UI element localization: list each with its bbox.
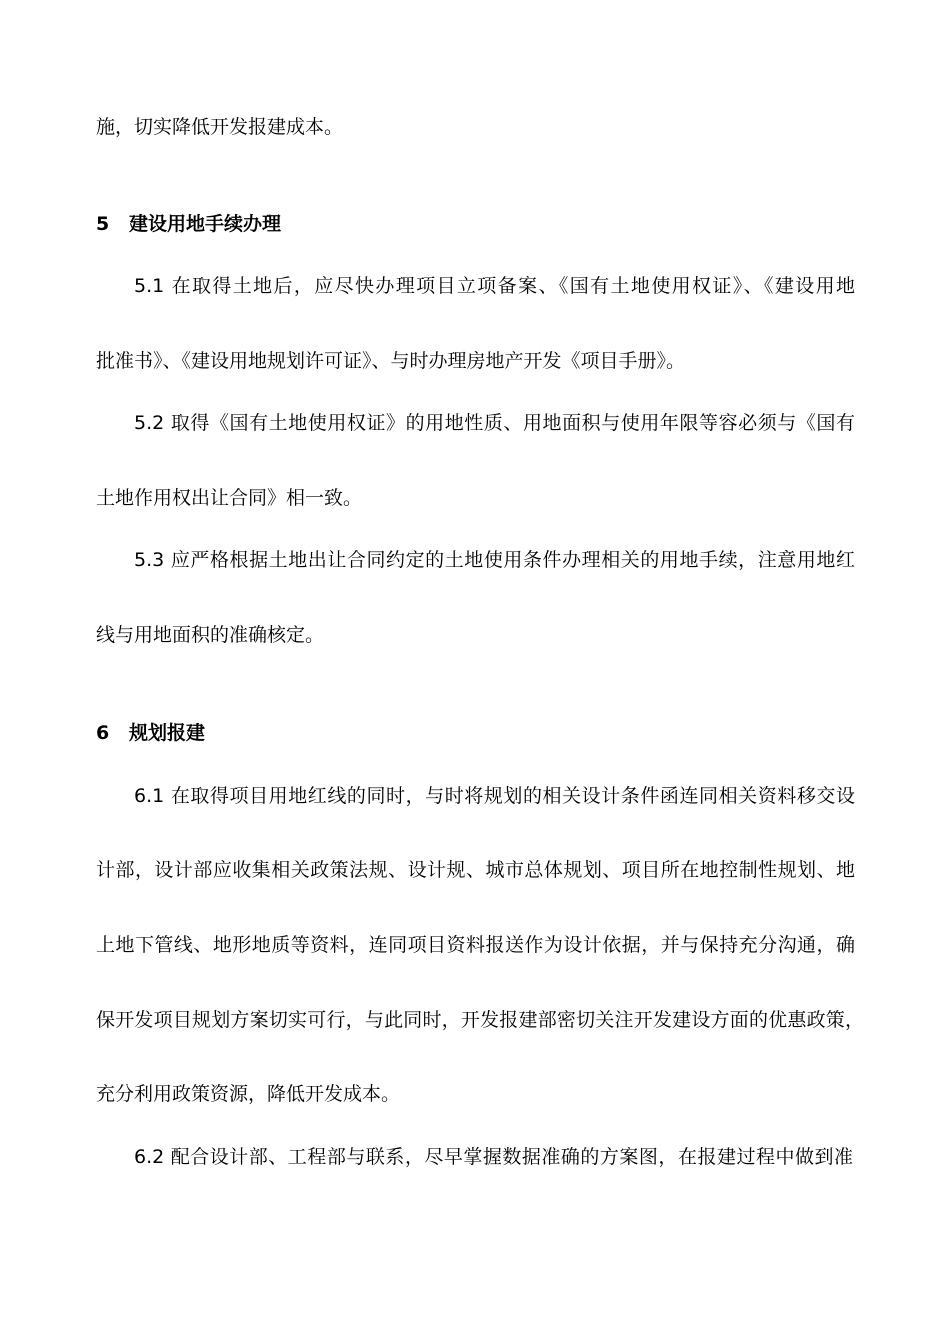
- paragraph-6-1-line-5: 充分利用政策资源，降低开发成本。: [96, 1083, 401, 1105]
- paragraph-continuation: 施，切实降低开发报建成本。: [96, 116, 344, 138]
- section-title: 建设用地手续办理: [129, 213, 282, 235]
- paragraph-6-1-line-4: 保开发项目规划方案切实可行，与此同时，开发报建部密切关注开发建设方面的优惠政策，: [96, 1009, 864, 1031]
- paragraph-5-1-line-1: 5.1 在取得土地后，应尽快办理项目立项备案、《国有土地使用权证》、《建设用地: [134, 275, 855, 297]
- paragraph-5-2-line-2: 土地作用权出让合同》相一致。: [96, 487, 363, 509]
- paragraph-6-1-line-3: 上地下管线、地形地质等资料，连同项目资料报送作为设计依据，并与保持充分沟通，确: [96, 934, 855, 956]
- paragraph-5-3-line-1: 5.3 应严格根据土地出让合同约定的土地使用条件办理相关的用地手续，注意用地红: [134, 549, 855, 571]
- paragraph-6-2-line-1: 6.2 配合设计部、工程部与联系，尽早掌握数据准确的方案图，在报建过程中做到准: [134, 1146, 853, 1168]
- paragraph-6-1-line-2: 计部，设计部应收集相关政策法规、设计规、城市总体规划、项目所在地控制性规划、地: [96, 859, 855, 881]
- section-number: 5: [96, 213, 110, 235]
- section-heading-5: [96, 212, 866, 236]
- section-title: 规划报建: [129, 722, 206, 744]
- paragraph-5-3-line-2: 线与用地面积的准确核定。: [96, 624, 325, 646]
- section-heading-6: [96, 721, 866, 745]
- paragraph-6-1-line-1: 6.1 在取得项目用地红线的同时，与时将规划的相关设计条件函连同相关资料移交设: [134, 785, 855, 807]
- section-number: 6: [96, 722, 110, 744]
- paragraph-5-1-line-2: 批准书》、《建设用地规划许可证》、与时办理房地产开发《项目手册》。: [96, 350, 686, 372]
- paragraph-5-2-line-1: 5.2 取得《国有土地使用权证》的用地性质、用地面积与使用年限等容必须与《国有: [134, 412, 855, 434]
